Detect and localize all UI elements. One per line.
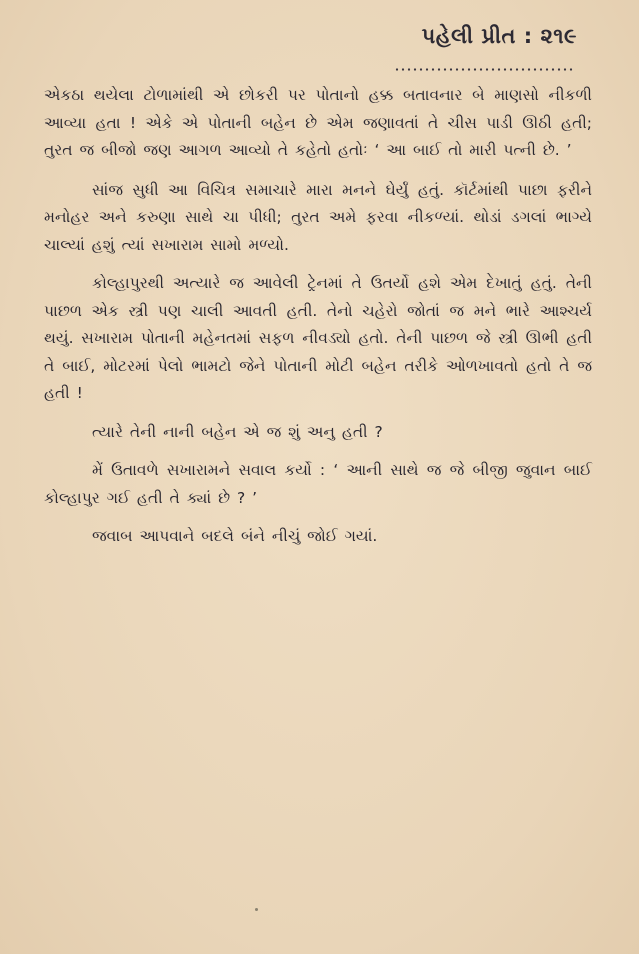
paragraph-6: જવાબ આપવાને બદલે બંને નીચું જોઈ ગયાં. <box>92 527 378 545</box>
header-dotted-rule <box>394 68 574 71</box>
body-text <box>44 82 592 562</box>
paragraph-4: ત્યારે તેની નાની બહેન એ જ શું અનુ હતી ? <box>92 422 383 441</box>
paragraph-1: એકઠા થયેલા ટોળામાંથી એ છોકરી પર પોતાનો હક્ક બતાવનાર બે માણસો નીકળી આવ્યા હતા ! એકે એ પોતાની બહેન છે એમ જણાવતાં તે ચીસ પાડી ઊઠી હતી; તુરત જ બીજો જણ આગળ આવ્યો તે કહેતો હતોઃ ‘ આ બાઈ તો મારી પત્ની છે. ’ <box>44 86 592 159</box>
paragraph-5: મેં ઉતાવળે સખારામને સવાલ કર્યો : ‘ આની સાથે જ જે બીજી જુવાન બાઈ કોલ્હાપુર ગઈ હતી તે ક્યાં છે ? ’ <box>44 461 592 507</box>
paragraph-3: કોલ્હાપુરથી અત્યારે જ આવેલી ટ્રેનમાં તે ઉતર્યો હશે એમ દેખાતું હતું. તેની પાછળ એક સ્ત્રી પણ ચાલી આવતી હતી. તેનો ચહેરો જોતાં જ મને ભારે આશ્ચર્ય થયું. સખારામ પોતાની મહેનતમાં સફળ નીવડ્યો હતો. તેની પાછળ જે સ્ત્રી ઊભી હતી તે બાઈ, મોટરમાં પેલો ભામટો જેને પોતાની મોટી બહેન તરીકે ઓળખાવતો હતો તે જ હતી ! <box>44 274 592 402</box>
running-header: પહેલી પ્રીત : ૨૧૯ <box>421 24 577 48</box>
paragraph-2: સાંજ સુધી આ વિચિત્ર સમાચારે મારા મનને ઘેર્યું હતું. કૉર્ટમાંથી પાછા ફરીને મનોહર અને કરુણા સાથે ચા પીધી; તુરત અમે ફરવા નીકળ્યાં. થોડાં ડગલાં ભાગ્યે ચાલ્યાં હશું ત્યાં સખારામ સામો મળ્યો. <box>44 180 592 254</box>
page-speck <box>255 908 258 911</box>
